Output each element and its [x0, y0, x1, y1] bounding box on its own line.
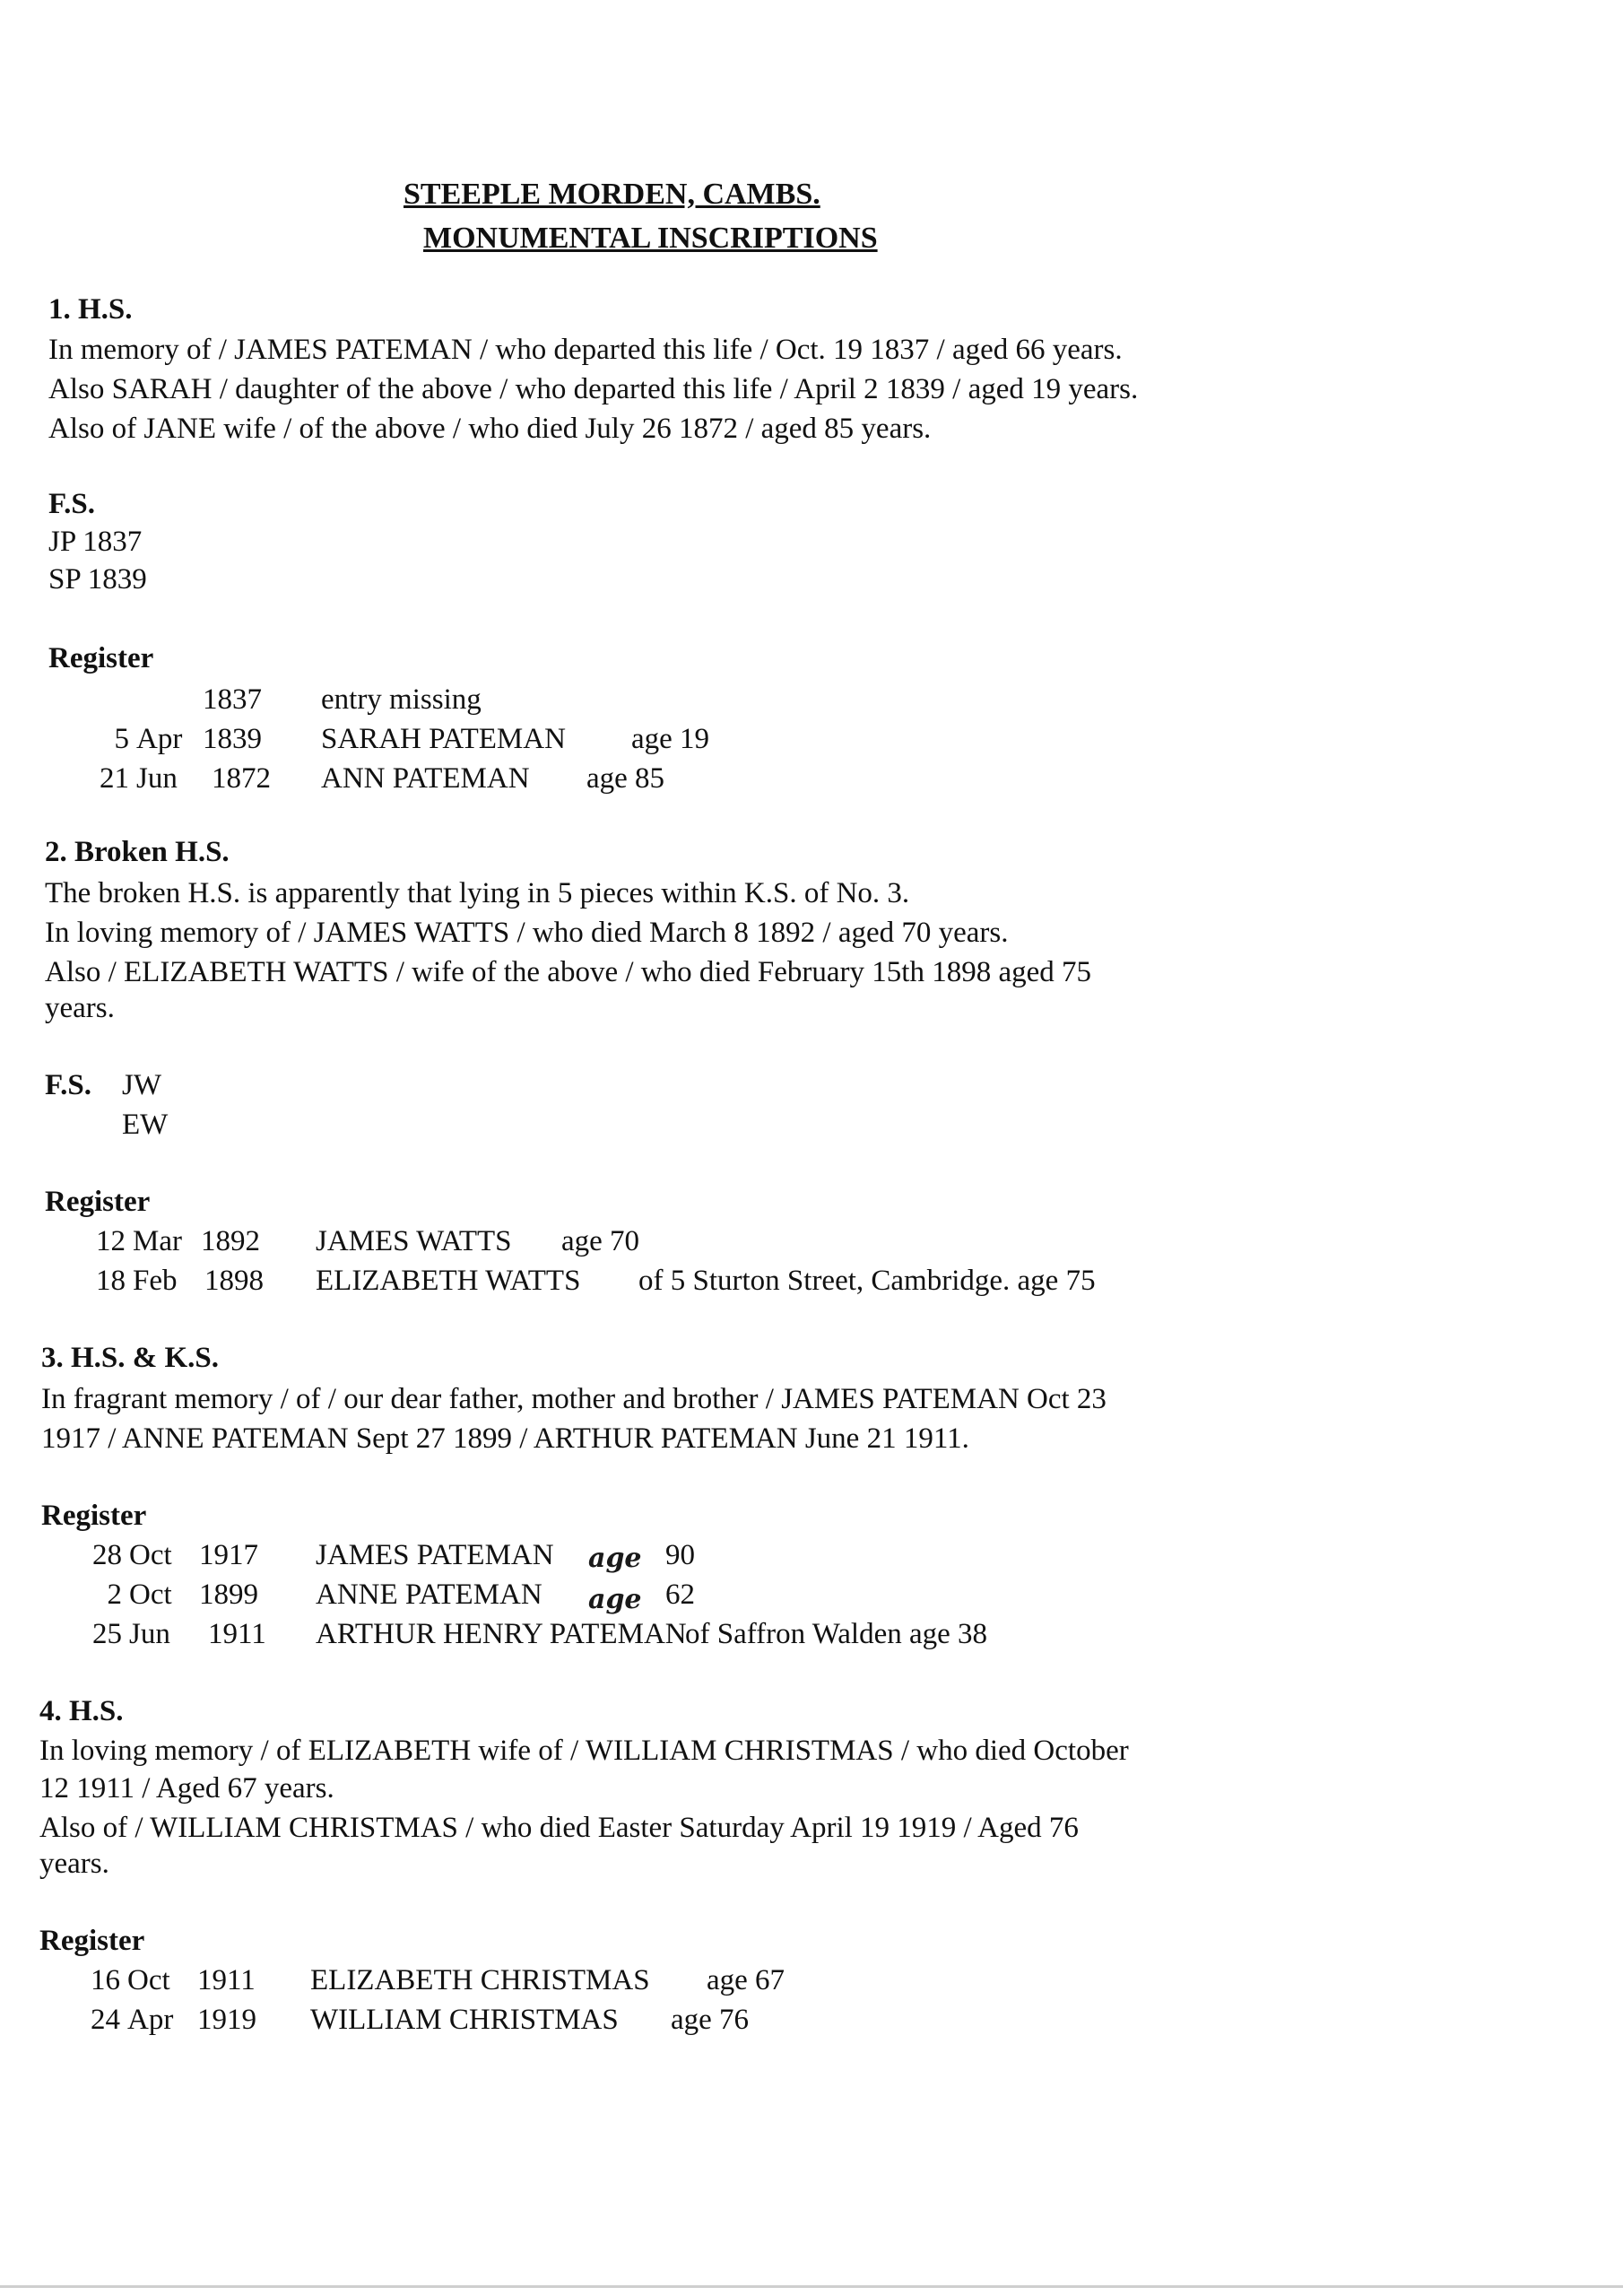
inscription-line: In memory of / JAMES PATEMAN / who departed this life / Oct. 19 1837 / aged 66 years. [48, 334, 1123, 366]
register-name: WILLIAM CHRISTMAS [310, 2004, 619, 2036]
register-name: JAMES WATTS [316, 1225, 512, 1257]
register-day: 21 [100, 762, 129, 795]
register-day: 25 [92, 1618, 122, 1650]
register-note: 90 [665, 1539, 695, 1571]
entry-heading: 3. H.S. & K.S. [41, 1342, 220, 1374]
register-note: age 76 [671, 2004, 750, 2036]
register-month: Oct [129, 1578, 172, 1611]
register-heading: Register [45, 1186, 151, 1218]
document-title: STEEPLE MORDEN, CAMBS. [404, 178, 820, 211]
fs-line: EW [122, 1109, 169, 1141]
register-heading: Register [39, 1925, 145, 1957]
register-note: age 70 [561, 1225, 640, 1257]
entry-heading: 2. Broken H.S. [45, 836, 230, 868]
register-year: 1919 [197, 2004, 256, 2036]
register-year: 1892 [201, 1225, 260, 1257]
register-month: Jun [136, 762, 178, 795]
register-year: 1917 [199, 1539, 258, 1571]
register-name: ANN PATEMAN [321, 762, 530, 795]
register-year: 1898 [204, 1265, 264, 1297]
entry-heading: 1. H.S. [48, 293, 133, 326]
register-month: Oct [127, 1964, 170, 1996]
handwritten-age: age [588, 1584, 642, 1615]
inscription-line: In fragrant memory / of / our dear father, mother and brother / JAMES PATEMAN Oct 23 [41, 1383, 1107, 1415]
register-day: 18 [96, 1265, 126, 1297]
register-name: SARAH PATEMAN [321, 723, 566, 755]
fs-line: SP 1839 [48, 563, 147, 596]
register-name: ARTHUR HENRY PATEMAN [316, 1618, 687, 1650]
register-year: 1872 [212, 762, 271, 795]
inscription-line: The broken H.S. is apparently that lying in 5 pieces within K.S. of No. 3. [45, 877, 910, 909]
register-note: of 5 Sturton Street, Cambridge. age 75 [638, 1265, 1096, 1297]
fs-line: JP 1837 [48, 526, 143, 558]
register-month: Apr [127, 2004, 174, 2036]
inscription-line: Also of JANE wife / of the above / who died July 26 1872 / aged 85 years. [48, 413, 932, 445]
inscription-line: 1917 / ANNE PATEMAN Sept 27 1899 / ARTHUR PATEMAN June 21 1911. [41, 1422, 969, 1455]
register-year: 1911 [197, 1964, 256, 1996]
register-year: 1911 [208, 1618, 266, 1650]
register-day: 2 [107, 1578, 122, 1611]
register-day: 28 [92, 1539, 122, 1571]
register-year: 1837 [203, 683, 262, 716]
register-note: 62 [665, 1578, 695, 1611]
handwritten-age: age [588, 1543, 642, 1574]
register-month: Mar [133, 1225, 182, 1257]
register-name: ANNE PATEMAN [316, 1578, 542, 1611]
scan-edge-divider [0, 2285, 1623, 2288]
inscription-line: 12 1911 / Aged 67 years. [39, 1772, 334, 1805]
fs-heading: F.S. [48, 488, 95, 520]
register-day: 16 [91, 1964, 120, 1996]
register-day: 12 [96, 1225, 126, 1257]
inscription-line: years. [45, 992, 115, 1024]
document-subtitle: MONUMENTAL INSCRIPTIONS [423, 222, 878, 255]
register-day: 5 [114, 723, 129, 755]
register-month: Jun [129, 1618, 170, 1650]
register-name: ELIZABETH WATTS [316, 1265, 581, 1297]
inscription-line: Also SARAH / daughter of the above / who departed this life / April 2 1839 / aged 19 years. [48, 373, 1139, 405]
register-name: ELIZABETH CHRISTMAS [310, 1964, 650, 1996]
register-name: JAMES PATEMAN [316, 1539, 554, 1571]
register-year: 1899 [199, 1578, 258, 1611]
register-note: age 67 [707, 1964, 785, 1996]
inscription-line: Also / ELIZABETH WATTS / wife of the above / who died February 15th 1898 aged 75 [45, 956, 1092, 988]
inscription-line: years. [39, 1848, 109, 1880]
inscription-line: In loving memory of / JAMES WATTS / who died March 8 1892 / aged 70 years. [45, 917, 1009, 949]
inscription-line: In loving memory / of ELIZABETH wife of / WILLIAM CHRISTMAS / who died October [39, 1735, 1129, 1767]
register-note: age 85 [586, 762, 665, 795]
register-note: of Saffron Walden age 38 [685, 1618, 988, 1650]
fs-heading: F.S. [45, 1069, 91, 1101]
register-year: 1839 [203, 723, 262, 755]
register-heading: Register [41, 1500, 147, 1532]
inscription-line: Also of / WILLIAM CHRISTMAS / who died Easter Saturday April 19 1919 / Aged 76 [39, 1812, 1079, 1844]
fs-line: JW [122, 1069, 161, 1101]
register-note: age 19 [631, 723, 710, 755]
register-day: 24 [91, 2004, 120, 2036]
register-month: Feb [133, 1265, 178, 1297]
register-month: Oct [129, 1539, 172, 1571]
register-heading: Register [48, 642, 154, 674]
register-month: Apr [136, 723, 183, 755]
register-name: entry missing [321, 683, 482, 716]
entry-heading: 4. H.S. [39, 1695, 124, 1727]
